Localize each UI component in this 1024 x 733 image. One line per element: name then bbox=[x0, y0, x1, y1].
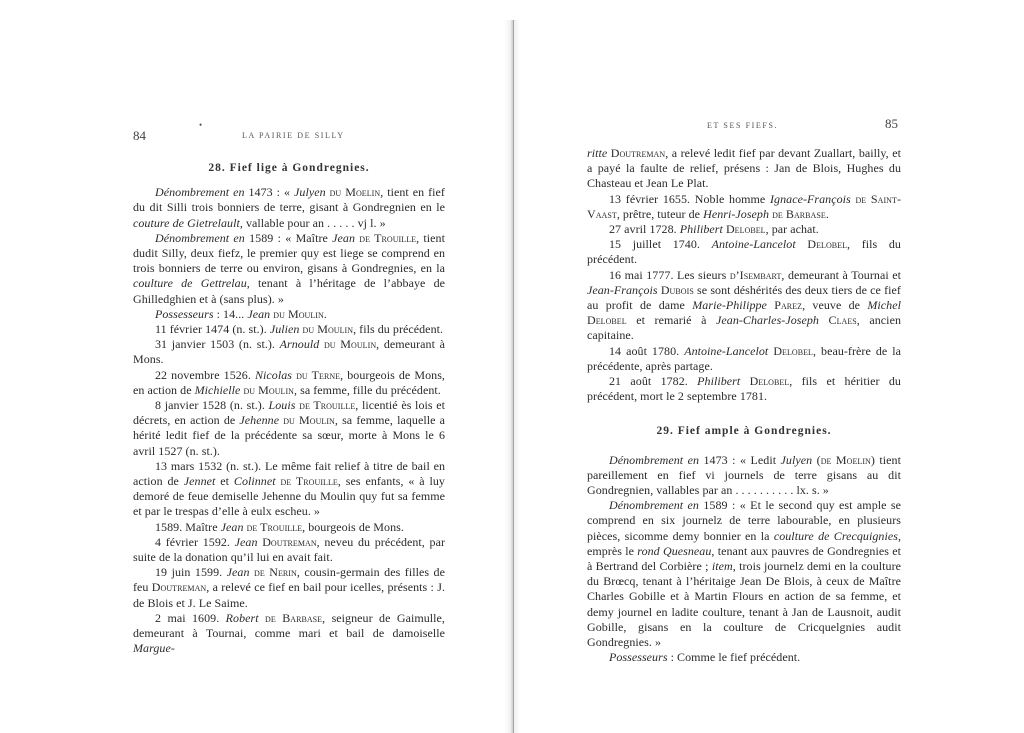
text-italic: Colinnet bbox=[233, 474, 276, 489]
paragraph bbox=[587, 192, 901, 222]
name-smallcaps: Doutreman bbox=[151, 580, 207, 595]
paragraph bbox=[133, 398, 445, 459]
text-italic: Julyen bbox=[294, 185, 326, 200]
left-page bbox=[0, 0, 504, 733]
text-run: 1589 : « Et le second quy est ample se comprend en six journelz de terre labourable, en plusieurs pièces, sicomme demy bonnier en la bbox=[587, 498, 901, 543]
text-italic: Jean-François bbox=[587, 282, 658, 297]
name-smallcaps: de Trouille bbox=[246, 519, 303, 534]
text-italic: Michielle bbox=[194, 382, 241, 397]
name-smallcaps: du Moulin bbox=[323, 337, 377, 352]
text-run: 31 janvier 1503 (n. st.). bbox=[155, 337, 280, 352]
paragraph bbox=[133, 565, 445, 611]
name-smallcaps: Delobel bbox=[725, 222, 766, 237]
text-italic: item bbox=[711, 559, 733, 574]
text-italic: Possesseurs bbox=[155, 306, 214, 321]
name-smallcaps: du Moulin bbox=[302, 322, 354, 337]
text-run: 16 mai 1777. Les sieurs bbox=[609, 267, 730, 282]
text-italic: Robert bbox=[225, 610, 259, 625]
text-run: , demeurant à Mons. bbox=[133, 337, 445, 367]
text-run: , sa femme, fille du précédent. bbox=[294, 382, 441, 397]
text-run: se sont déshérités des deux tiers de ce fief au profit de dame bbox=[587, 282, 901, 313]
text-run: , veuve de bbox=[802, 298, 868, 313]
text-run: , tient en fief du dit Silli trois bonniers de terre, gisant à Gondregnien en le bbox=[133, 185, 445, 215]
name-smallcaps: du Moulin bbox=[243, 382, 295, 397]
name-smallcaps: de Nerin bbox=[254, 565, 297, 580]
text-run: , a relevé ledit fief par devant Zuallart, bailly, et a payé la faulte de relief, présens : Jan de Blois, Hughes du Chasteau et Jean Le Plat. bbox=[587, 146, 901, 191]
paragraph bbox=[133, 231, 445, 307]
text-run: 22 novembre 1526. bbox=[155, 367, 255, 382]
text-run: 19 juin 1599. bbox=[155, 565, 227, 580]
paragraph bbox=[587, 146, 901, 192]
text-run: . bbox=[825, 206, 829, 221]
text-run: , neveu du précédent, par suite de la donation qu’il lui en avait fait. bbox=[133, 534, 446, 565]
text-italic: coulture de Crecquignies bbox=[773, 528, 898, 543]
text-italic: Nicolas bbox=[254, 367, 293, 382]
text-italic: Philibert bbox=[679, 222, 723, 237]
section-heading-28: 28. Fief lige à Gondregnies. bbox=[208, 162, 370, 174]
text-italic: Philibert bbox=[697, 374, 741, 389]
paragraph bbox=[133, 368, 445, 398]
right-paragraphs-top bbox=[587, 146, 901, 404]
name-smallcaps: Delobel bbox=[587, 313, 627, 328]
paragraph bbox=[587, 453, 901, 499]
text-run: 1589 : « Maître bbox=[244, 230, 333, 245]
name-smallcaps: de Trouille bbox=[299, 398, 356, 413]
text-run: 1473 : « Ledit bbox=[699, 452, 781, 467]
text-italic: Ignace-François bbox=[770, 191, 851, 206]
text-run: ( bbox=[812, 452, 821, 467]
section-heading-29: 29. Fief ample à Gondregnies. bbox=[656, 425, 832, 438]
text-run: , par achat. bbox=[765, 222, 819, 237]
paragraph bbox=[133, 535, 445, 565]
text-run: , tient dudit Silly, deux fiefz, le premier quy est liege se comprend en trois bonniers de terre ou environ, gisans à Gondregnies, en la bbox=[133, 230, 445, 276]
name-smallcaps: Delobel bbox=[773, 343, 813, 358]
text-italic: couture de Gietrelault bbox=[133, 215, 240, 230]
text-italic: Louis bbox=[268, 398, 296, 413]
text-run: : Comme le fief précédent. bbox=[667, 650, 801, 665]
text-run: 11 février 1474 (n. st.). bbox=[155, 322, 270, 337]
text-run: , a relevé ce fief en bail pour icelles, présents : J. de Blois et J. Le Saime. bbox=[133, 580, 445, 610]
text-run: 2 mai 1609. bbox=[155, 610, 226, 625]
text-run: , sa femme, laquelle a hérité ledit fief de la précédente sa sœur, morte à Mons le 6 avril 1527 (n. st.). bbox=[133, 413, 445, 458]
text-run: , seigneur de Gaimulle, demeurant à Tournai, comme mari et bail de damoiselle bbox=[133, 610, 445, 641]
name-smallcaps: de Moelin bbox=[820, 452, 871, 467]
right-paragraphs-bottom bbox=[587, 453, 901, 666]
paragraph bbox=[133, 322, 445, 337]
page-number-right: 85 bbox=[885, 116, 898, 131]
name-smallcaps: de Barbase bbox=[772, 206, 826, 221]
name-smallcaps: Claes bbox=[828, 313, 857, 328]
text-italic: Antoine-Lancelot bbox=[684, 343, 769, 358]
text-run: , trois journelz demi en la coulture du Brœcq, tenant à l’héritaige Jean De Blois, à ceux de Maître Charles Gobille et à Martin Flours en action de sa femme, et demy journel en ladite coulture, tenant à Jan de Lausnoit, audit Gobille, gisans en la coulture de Cricquelgnies audit Gondregnies. » bbox=[587, 559, 901, 650]
text-run: 8 janvier 1528 (n. st.). bbox=[155, 398, 269, 413]
paragraph bbox=[133, 459, 445, 520]
text-run: 13 mars 1532 (n. st.). Le même fait relief à titre de bail en action de bbox=[133, 458, 445, 489]
text-run: ) tient pareillement en fief vi journels de terre gisans au dit Gondregnien, vallables par an . . . . . . . . . . lx. s. » bbox=[587, 452, 901, 498]
name-smallcaps: Delobel bbox=[749, 374, 790, 389]
text-run: , beau-frère de la précédente, après partage. bbox=[587, 343, 901, 373]
text-italic: Arnould bbox=[279, 337, 320, 352]
right-page bbox=[520, 0, 1024, 733]
text-run: , bourgeois de Mons, en action de bbox=[133, 367, 445, 397]
text-run: , licentié ès lois et décrets, en action de bbox=[133, 398, 445, 428]
text-run bbox=[819, 313, 829, 327]
text-italic: Jehenne bbox=[239, 413, 280, 428]
paragraph bbox=[587, 237, 901, 267]
text-run: 13 février 1655. Noble homme bbox=[609, 191, 771, 206]
name-smallcaps: Delobel bbox=[807, 237, 848, 252]
name-smallcaps: du Terne bbox=[296, 367, 341, 382]
text-italic: Dénombrement en bbox=[155, 185, 245, 200]
text-run: 15 juillet 1740. bbox=[609, 237, 712, 252]
text-run bbox=[796, 237, 808, 251]
printer-mark: • bbox=[199, 120, 203, 130]
text-run: 1589. Maître bbox=[155, 519, 221, 534]
text-italic: Margue- bbox=[133, 641, 175, 656]
text-italic: Jean bbox=[226, 565, 250, 580]
text-run: 14 août 1780. bbox=[609, 343, 685, 358]
text-run: , fils et héritier du précédent, mort le 2 septembre 1781. bbox=[587, 374, 901, 404]
text-run: , tenant à l’héritage de l’abbaye de Ghilledghien et à (sans plus). » bbox=[133, 276, 446, 306]
text-italic: Jean bbox=[332, 230, 356, 245]
name-smallcaps: d’Isembart bbox=[729, 267, 782, 282]
text-italic: Julyen bbox=[780, 452, 813, 467]
text-italic: Jennet bbox=[183, 474, 216, 489]
name-smallcaps: Doutreman bbox=[262, 534, 317, 549]
text-italic: Michel bbox=[867, 298, 901, 313]
text-italic: Jean bbox=[220, 519, 244, 534]
name-smallcaps: Doutreman bbox=[610, 146, 666, 160]
text-italic: coulture de Gettrelau bbox=[133, 276, 247, 291]
name-smallcaps: du Moulin bbox=[273, 306, 324, 321]
name-smallcaps: du Moelin bbox=[329, 185, 381, 200]
text-italic: Dénombrement en bbox=[609, 498, 699, 513]
text-run: , ancien capitaine. bbox=[587, 313, 901, 343]
text-run: , fils du précédent. bbox=[587, 237, 901, 267]
text-italic: Henri-Joseph bbox=[703, 206, 770, 221]
text-run: 21 août 1782. bbox=[609, 374, 698, 389]
name-smallcaps: de Trouille bbox=[359, 230, 417, 245]
book-gutter-line bbox=[513, 20, 514, 733]
paragraph bbox=[133, 520, 445, 535]
book-gutter-shadow bbox=[504, 20, 520, 733]
text-italic: Jean-Charles-Joseph bbox=[716, 313, 819, 328]
paragraph bbox=[587, 374, 901, 404]
paragraph bbox=[133, 611, 445, 657]
text-italic: ritte bbox=[587, 146, 608, 160]
page-number-left: 84 bbox=[133, 128, 146, 143]
name-smallcaps: de Saint-Vaast bbox=[587, 191, 901, 221]
paragraph bbox=[133, 337, 445, 367]
text-run: , demeurant à Tournai et bbox=[781, 267, 901, 282]
paragraph bbox=[587, 222, 901, 237]
left-page-text bbox=[133, 161, 445, 657]
text-run: et remarié à bbox=[626, 313, 717, 328]
text-run: , fils du précédent. bbox=[353, 322, 444, 337]
text-run: , tenant aux pauvres de Gondregnies et à Bertrand del Corbière ; bbox=[587, 543, 902, 574]
text-run: 4 février 1592. bbox=[155, 534, 235, 549]
text-run: , emprès le bbox=[587, 528, 901, 558]
text-run: , ses enfants, « à luy demoré de feue demiselle Jehenne du Moulin quy fut sa femme et par le trespas d’elle à eulx escheu. » bbox=[133, 474, 445, 519]
text-run: , prêtre, tuteur de bbox=[616, 206, 704, 221]
text-italic: Julien bbox=[269, 322, 300, 337]
running-head-left: LA PAIRIE DE SILLY bbox=[242, 131, 345, 140]
right-page-text bbox=[587, 146, 901, 666]
name-smallcaps: Parez bbox=[774, 298, 803, 313]
left-paragraphs bbox=[133, 185, 445, 656]
name-smallcaps: Dubois bbox=[660, 282, 694, 297]
text-run: . bbox=[323, 306, 327, 321]
text-italic: Antoine-Lancelot bbox=[711, 237, 796, 252]
text-italic: Dénombrement en bbox=[155, 230, 245, 245]
name-smallcaps: de Trouille bbox=[280, 474, 338, 489]
paragraph bbox=[133, 307, 445, 322]
text-italic: Jean bbox=[234, 534, 258, 549]
text-italic: rond Quesneau bbox=[637, 543, 712, 558]
paragraph bbox=[587, 268, 901, 344]
text-run: : 14... bbox=[213, 306, 248, 321]
text-italic: Possesseurs bbox=[609, 650, 668, 665]
text-italic: Jean bbox=[247, 306, 271, 321]
text-italic: Marie-Philippe bbox=[692, 298, 767, 313]
paragraph bbox=[587, 650, 901, 665]
paragraph bbox=[133, 185, 445, 231]
text-run: , bourgeois de Mons. bbox=[302, 519, 404, 534]
text-run: 1473 : « bbox=[244, 185, 295, 200]
paragraph bbox=[587, 498, 901, 650]
running-head-right: ET SES FIEFS. bbox=[707, 121, 779, 130]
name-smallcaps: de Barbase bbox=[265, 610, 323, 625]
text-run bbox=[740, 374, 749, 388]
text-run: , vallable pour an . . . . . vj l. » bbox=[239, 215, 386, 230]
text-run: 27 avril 1728. bbox=[609, 222, 680, 237]
text-run: , cousin-germain des filles de feu bbox=[133, 565, 445, 595]
text-italic: Dénombrement en bbox=[609, 452, 700, 467]
name-smallcaps: du Moulin bbox=[283, 413, 335, 428]
text-run: et bbox=[215, 474, 234, 489]
paragraph bbox=[587, 344, 901, 374]
